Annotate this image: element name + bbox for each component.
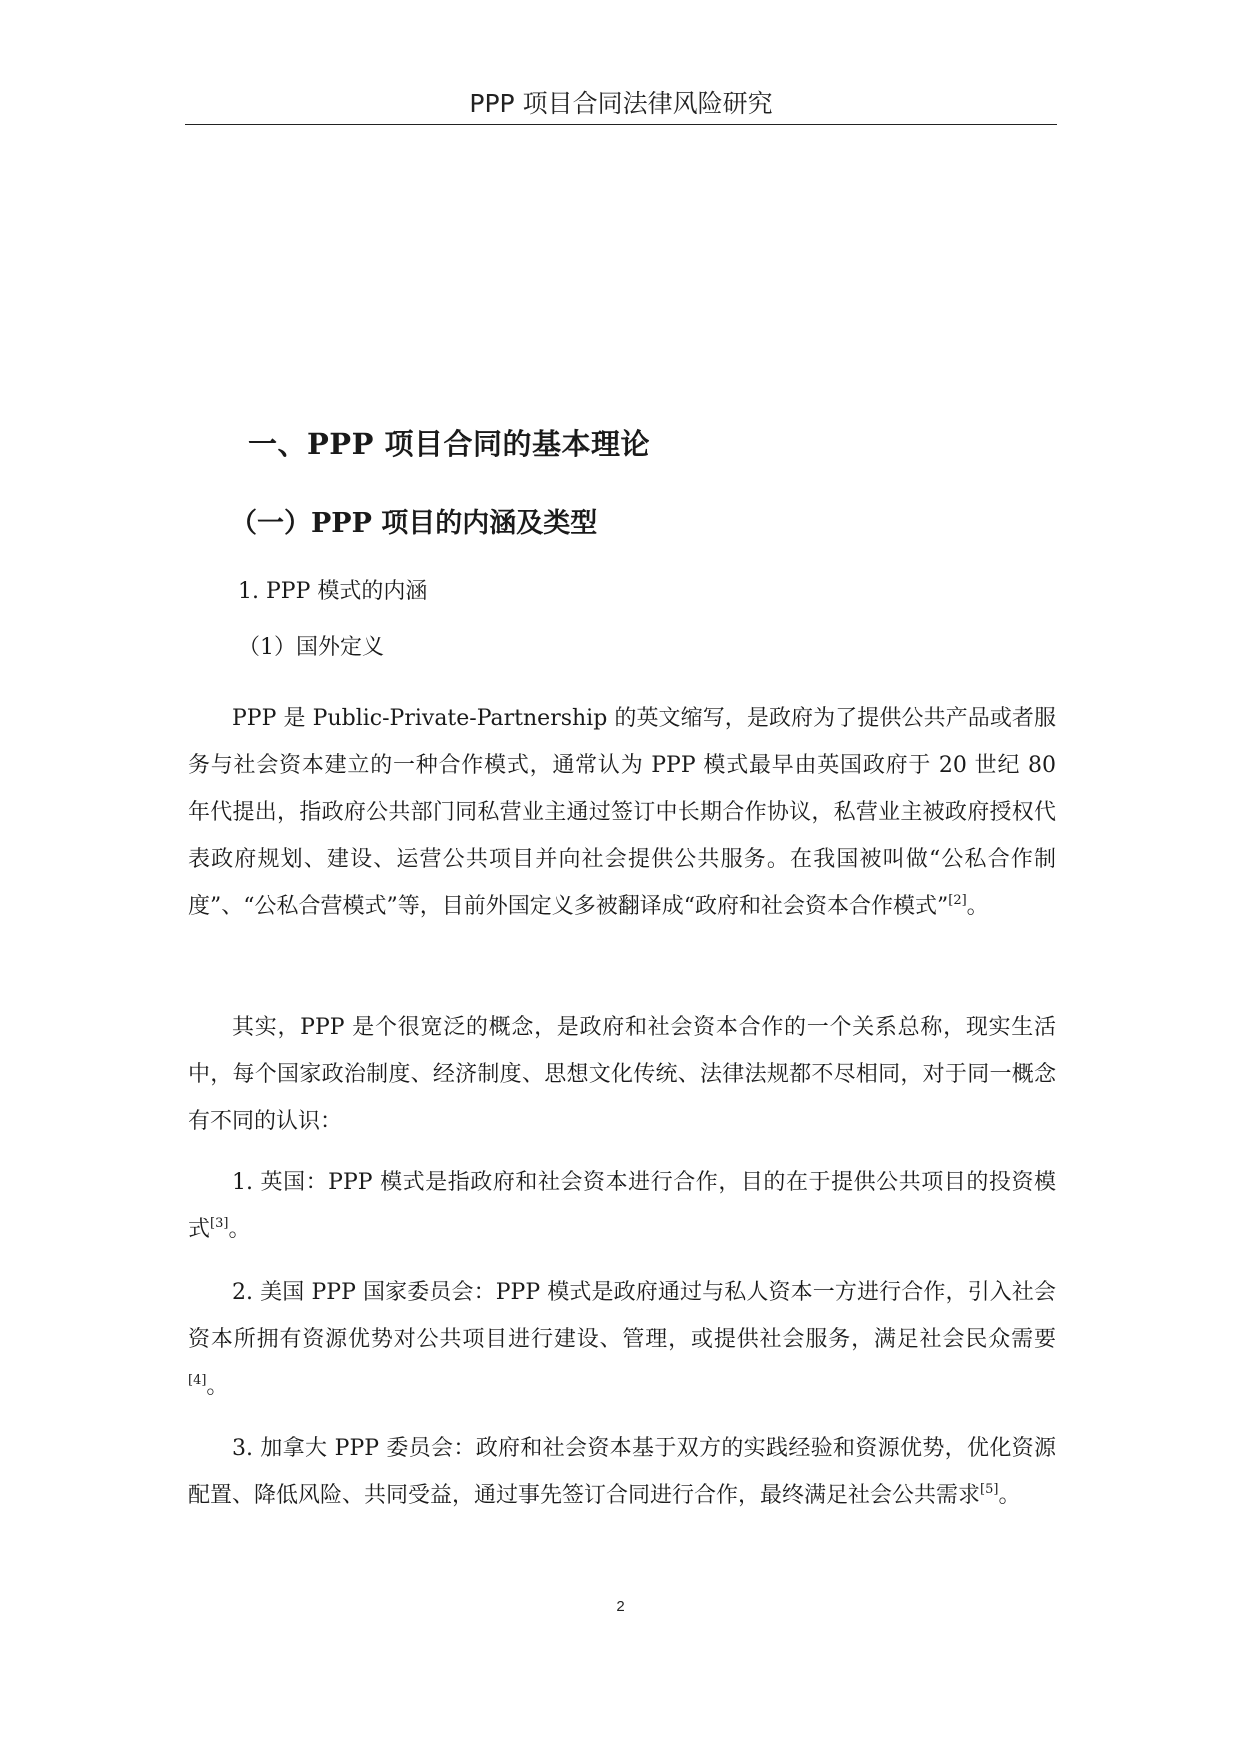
paragraph-end: 。 xyxy=(998,1483,1021,1508)
paragraph-end: 。 xyxy=(228,1217,251,1242)
citation-4: [4] xyxy=(188,1373,207,1388)
paragraph-us-definition xyxy=(188,1269,1056,1410)
paragraph-canada-definition xyxy=(188,1425,1056,1519)
citation-5: [5] xyxy=(980,1482,999,1497)
paragraph-text: PPP 是 Public-Private-Partnership 的英文缩写，是政府为了提供公共产品或者服务与社会资本建立的一种合作模式，通常认为 PPP 模式最早由英国政府于 20 世纪 80 年代提出，指政府公共部门同私营业主通过签订中长期合作协议，私营业主被政府授权代表政府规划、建设、运营公共项目并向社会提供公共服务。在我国被叫做“公私合作制度”、“公私合营模式”等，目前外国定义多被翻译成“政府和社会资本合作模式” xyxy=(188,706,1056,919)
subsubsection-heading: （1）国外定义 xyxy=(238,635,384,660)
section-heading: （一）PPP 项目的内涵及类型 xyxy=(230,508,598,539)
paragraph-ppp-broad-concept xyxy=(188,1004,1056,1145)
paragraph-uk-definition xyxy=(188,1159,1056,1253)
paragraph-text: 2. 美国 PPP 国家委员会：PPP 模式是政府通过与私人资本一方进行合作，引入社会资本所拥有资源优势对公共项目进行建设、管理，或提供社会服务，满足社会民众需要 xyxy=(188,1280,1056,1352)
chapter-heading: 一、PPP 项目合同的基本理论 xyxy=(248,427,651,461)
paragraph-end: 。 xyxy=(966,894,989,919)
citation-3: [3] xyxy=(210,1216,229,1231)
header-rule xyxy=(185,124,1057,125)
subsection-heading: 1. PPP 模式的内涵 xyxy=(238,579,428,604)
paragraph-end: 。 xyxy=(206,1374,229,1399)
page-number: 2 xyxy=(616,1598,625,1615)
citation-2: [2] xyxy=(948,893,967,908)
paragraph-ppp-definition xyxy=(188,695,1056,930)
paragraph-text: 1. 英国：PPP 模式是指政府和社会资本进行合作，目的在于提供公共项目的投资模式 xyxy=(188,1170,1056,1242)
running-header: PPP 项目合同法律风险研究 xyxy=(469,89,773,118)
paragraph-text: 3. 加拿大 PPP 委员会：政府和社会资本基于双方的实践经验和资源优势，优化资源配置、降低风险、共同受益，通过事先签订合同进行合作，最终满足社会公共需求 xyxy=(188,1436,1056,1508)
paragraph-text: 其实，PPP 是个很宽泛的概念，是政府和社会资本合作的一个关系总称，现实生活中，每个国家政治制度、经济制度、思想文化传统、法律法规都不尽相同，对于同一概念有不同的认识： xyxy=(188,1015,1056,1134)
